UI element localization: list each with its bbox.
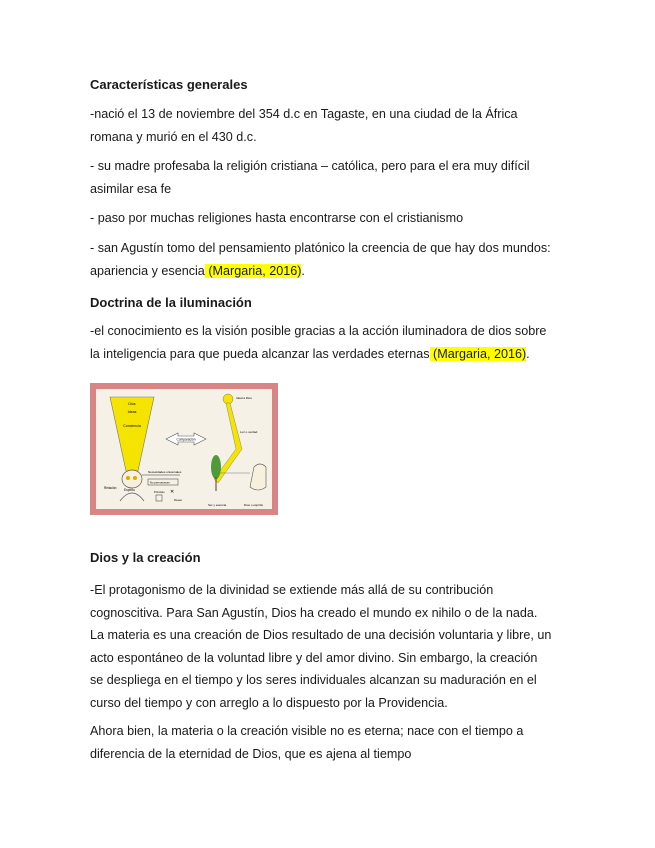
text-line: -el conocimiento es la visión posible gracias a la acción iluminadora de dios sobre [90, 324, 547, 338]
paragraph-religiones [90, 207, 570, 230]
text-line: asimilar esa fe [90, 181, 172, 196]
heading-caracteristicas: Características generales [90, 77, 248, 92]
label-dios-espiritu: Dios o espíritu [244, 503, 264, 507]
citation-highlight: (Margaria, 2016) [429, 346, 527, 361]
illumination-diagram [90, 383, 278, 515]
text-line: curso del tiempo y con arreglo a lo dispuesto por la Providencia. [90, 695, 448, 710]
label-relacion: Relación [104, 486, 117, 490]
text-line [90, 343, 570, 366]
text-line [90, 260, 570, 283]
text-line: - san Agustín tomo del pensamiento platónico la creencia de que hay dos mundos: [90, 241, 551, 255]
paragraph-madre [90, 155, 570, 200]
heading-iluminacion: Doctrina de la iluminación [90, 295, 252, 310]
text-line: La materia es una creación de Dios resultado de una decisión voluntaria y libre, un [90, 628, 552, 642]
text-line: diferencia de la eternidad de Dios, que es ajena al tiempo [90, 746, 412, 761]
paragraph-materia [90, 720, 570, 765]
tree-icon [211, 455, 221, 479]
label-no-permanecen: No permanecen [150, 480, 170, 485]
label-dios: Dios [128, 402, 136, 406]
paragraph-creacion [90, 579, 570, 714]
eye [133, 476, 137, 480]
text-line: Ahora bien, la materia o la creación visible no es eterna; nace con el tiempo a [90, 724, 524, 738]
text-line: romana y murió en el 430 d.c. [90, 129, 257, 144]
label-ser: Ser y esencia [208, 503, 227, 507]
text-line: cognoscitiva. Para San Agustín, Dios ha creado el mundo ex nihilo o de la nada. [90, 605, 538, 620]
label-ideal: Ideal a Dios [236, 396, 252, 400]
text-fragment: . [301, 263, 305, 278]
label-luz: Luz o verdad [240, 430, 258, 434]
paragraph-platon [90, 237, 570, 282]
label-ideas: Ideas [127, 410, 137, 414]
label-espiritu: Espíritu [124, 488, 135, 492]
text-fragment: apariencia y esencia [90, 263, 205, 278]
eye [126, 476, 130, 480]
head-outline [122, 470, 142, 488]
text-line: - su madre profesaba la religión cristiana – católica, pero para el era muy difícil [90, 159, 530, 173]
text-fragment: la inteligencia para que pueda alcanzar las verdades eternas [90, 346, 430, 361]
cross-mark: ✕ [170, 489, 175, 495]
heading-creacion: Dios y la creación [90, 550, 201, 565]
citation-highlight: (Margaria, 2016) [204, 263, 302, 278]
paragraph-nacimiento [90, 103, 570, 148]
text-line: - paso por muchas religiones hasta encontrarse con el cristianismo [90, 211, 464, 225]
text-line: -nació el 13 de noviembre del 354 d.c en Tagaste, en una ciudad de la África [90, 107, 518, 121]
text-line: acto espontáneo de la voluntad libre y del amor divino. Sin embargo, la creación [90, 650, 538, 665]
label-deseo: Deseo [174, 498, 183, 502]
text-line: -El protagonismo de la divinidad se extiende más allá de su contribución [90, 583, 494, 597]
text-fragment: . [526, 346, 530, 361]
paragraph-iluminacion [90, 320, 570, 365]
label-principio: Principio [154, 490, 165, 494]
sun-icon [223, 394, 233, 404]
label-conciencia: Conciencia [123, 424, 141, 428]
label-comparacion: Comparación [176, 437, 196, 442]
label-necesidades: Necesidades universales [148, 470, 182, 474]
text-line: se despliega en el tiempo y los seres individuales alcanzan su maduración en el [90, 673, 537, 687]
